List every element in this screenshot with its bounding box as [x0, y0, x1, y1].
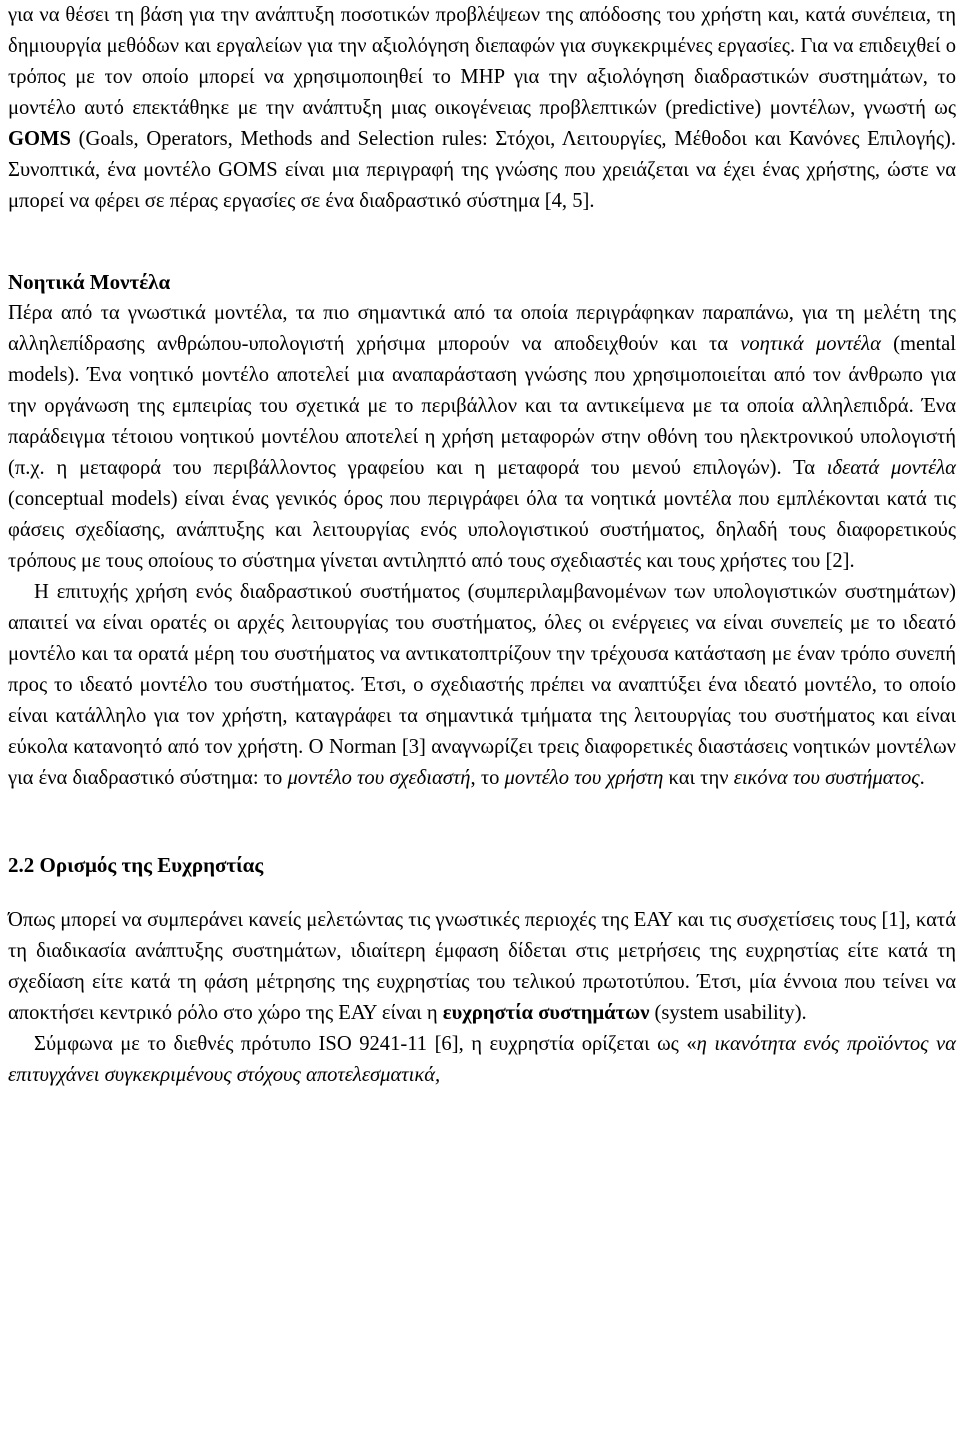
italic-term: εικόνα του συστήματος [733, 767, 920, 789]
bold-term: ευχρηστία συστημάτων [442, 1002, 650, 1024]
paragraph-goms [8, 0, 956, 217]
paragraph-text: (system usability). [649, 1002, 807, 1024]
paragraph-usability [8, 905, 956, 1029]
paragraph-text: Σύμφωνα με το διεθνές πρότυπο ISO 9241-11 [6], η ευχρηστία ορίζεται ως « [34, 1033, 697, 1055]
italic-term: μοντέλο του σχεδιαστή [287, 767, 471, 789]
paragraph-text: (mental models). Ένα νοητικό μοντέλο αποτελεί μια αναπαράσταση γνώσης που χρησιμοποιείται από τον άνθρωπο για την οργάνωση της εμπειρίας του σχετικά με το περιβάλλον και τα αντικείμενα με τα οποία αλληλεπιδρά. Ένα παράδειγμα τέτοιου νοητικού μοντέλου αποτελεί η χρήση μεταφορών στην οθόνη του ηλεκτρονικού υπολογιστή (π.χ. η μεταφορά του περιβάλλοντος γραφείου και η μεταφορά του μενού επιλογών). Τα [8, 333, 956, 479]
paragraph-text: Πέρα από τα γνωστικά μοντέλα, τα πιο σημαντικά από τα οποία περιγράφηκαν παραπάνω, για τη μελέτη της αλληλεπίδρασης ανθρώπου-υπολογιστή χρήσιμα μπορούν να αποδειχθούν και τα [8, 302, 956, 355]
paragraph-text: Η επιτυχής χρήση ενός διαδραστικού συστήματος (συμπεριλαμβανομένων των υπολογιστικών συστημάτων) απαιτεί να είναι ορατές οι αρχές λειτουργίας του συστήματος, όλες οι ενέργειες να είναι συνεπείς με το ιδεατό μοντέλο και τα ορατά μέρη του συστήματος να αντικατοπτρίζουν την τρέχουσα κατάσταση με έναν τρόπο συνεπή προς το ιδεατό μοντέλο του συστήματος. Έτσι, ο σχεδιαστής πρέπει να αναπτύξει ένα ιδεατό μοντέλο, το οποίο είναι κατάλληλο για τον χρήστη, καταγράφει τα σημαντικά τμήματα της λειτουργίας του συστήματος και είναι εύκολα κατανοητό από τον χρήστη. Ο Norman [3] αναγνωρίζει τρεις διαφορετικές διαστάσεις νοητικών μοντέλων για ένα διαδραστικό σύστημα: το [8, 581, 956, 789]
paragraph-interactive-systems [8, 577, 956, 794]
italic-term: μοντέλο του χρήστη [504, 767, 664, 789]
heading-usability-definition: 2.2 Ορισμός της Ευχρηστίας [8, 853, 264, 877]
iso-quote: η ικανότητα ενός προϊόντος να επιτυγχάνει συγκεκριμένους στόχους αποτελεσματικά, [8, 1033, 956, 1086]
paragraph-text: . [919, 767, 925, 789]
paragraph-text: Όπως μπορεί να συμπεράνει κανείς μελετώντας τις γνωστικές περιοχές της ΕΑΥ και τις συσχετίσεις τους [1], κατά τη διαδικασία ανάπτυξης συστημάτων, ιδιαίτερη έμφαση δίδεται στις μετρήσεις της ευχρηστίας είτε κατά τη σχεδίαση είτε κατά τη φάση μέτρησης της ευχρηστίας του τελικού πρωτοτύπου. Έτσι, μία έννοια που τείνει να αποκτήσει κεντρικό ρόλο στο χώρο της ΕΑΥ είναι η [8, 909, 956, 1024]
paragraph-text: (conceptual models) είναι ένας γενικός όρος που περιγράφει όλα τα νοητικά μοντέλα που εμπλέκονται κατά τις φάσεις σχεδίασης, ανάπτυξης και λειτουργίας ενός υπολογιστικού συστήματος, δηλαδή τους διαφορετικούς τρόπους με τους οποίους το σύστημα γίνεται αντιληπτό από τους σχεδιαστές και τους χρήστες του [2]. [8, 488, 956, 572]
paragraph-text: (Goals, Operators, Methods and Selection rules: Στόχοι, Λειτουργίες, Μέθοδοι και Κανόνες Επιλογής). Συνοπτικά, ένα μοντέλο GOMS είναι μια περιγραφή της γνώσης που χρειάζεται να έχει ένας χρήστης, ώστε να μπορεί να φέρει σε πέρας εργασίες σε ένα διαδραστικό σύστημα [4, 5]. [8, 128, 956, 212]
heading-mental-models: Νοητικά Μοντέλα [8, 270, 171, 294]
italic-term: νοητικά μοντέλα [740, 333, 881, 355]
paragraph-text: για να θέσει τη βάση για την ανάπτυξη ποσοτικών προβλέψεων της απόδοσης του χρήστη και, κατά συνέπεια, τη δημιουργία μεθόδων και εργαλείων για την αξιολόγηση διεπαφών για συγκεκριμένες εργασίες. Για να επιδειχθεί ο τρόπος με τον οποίο μπορεί να χρησιμοποιηθεί το MHP για την αξιολόγηση διαδραστικών συστημάτων, το μοντέλο αυτό επεκτάθηκε με την ανάπτυξη μιας οικογένειας προβλεπτικών (predictive) μοντέλων, γνωστή ως [8, 4, 956, 119]
paragraph-mental-models [8, 298, 956, 577]
paragraph-text: , το [470, 767, 505, 789]
document-page [8, 0, 956, 1091]
italic-term: ιδεατά μοντέλα [826, 457, 956, 479]
paragraph-text: και την [663, 767, 734, 789]
goms-term: GOMS [8, 128, 71, 150]
paragraph-iso [8, 1029, 956, 1091]
